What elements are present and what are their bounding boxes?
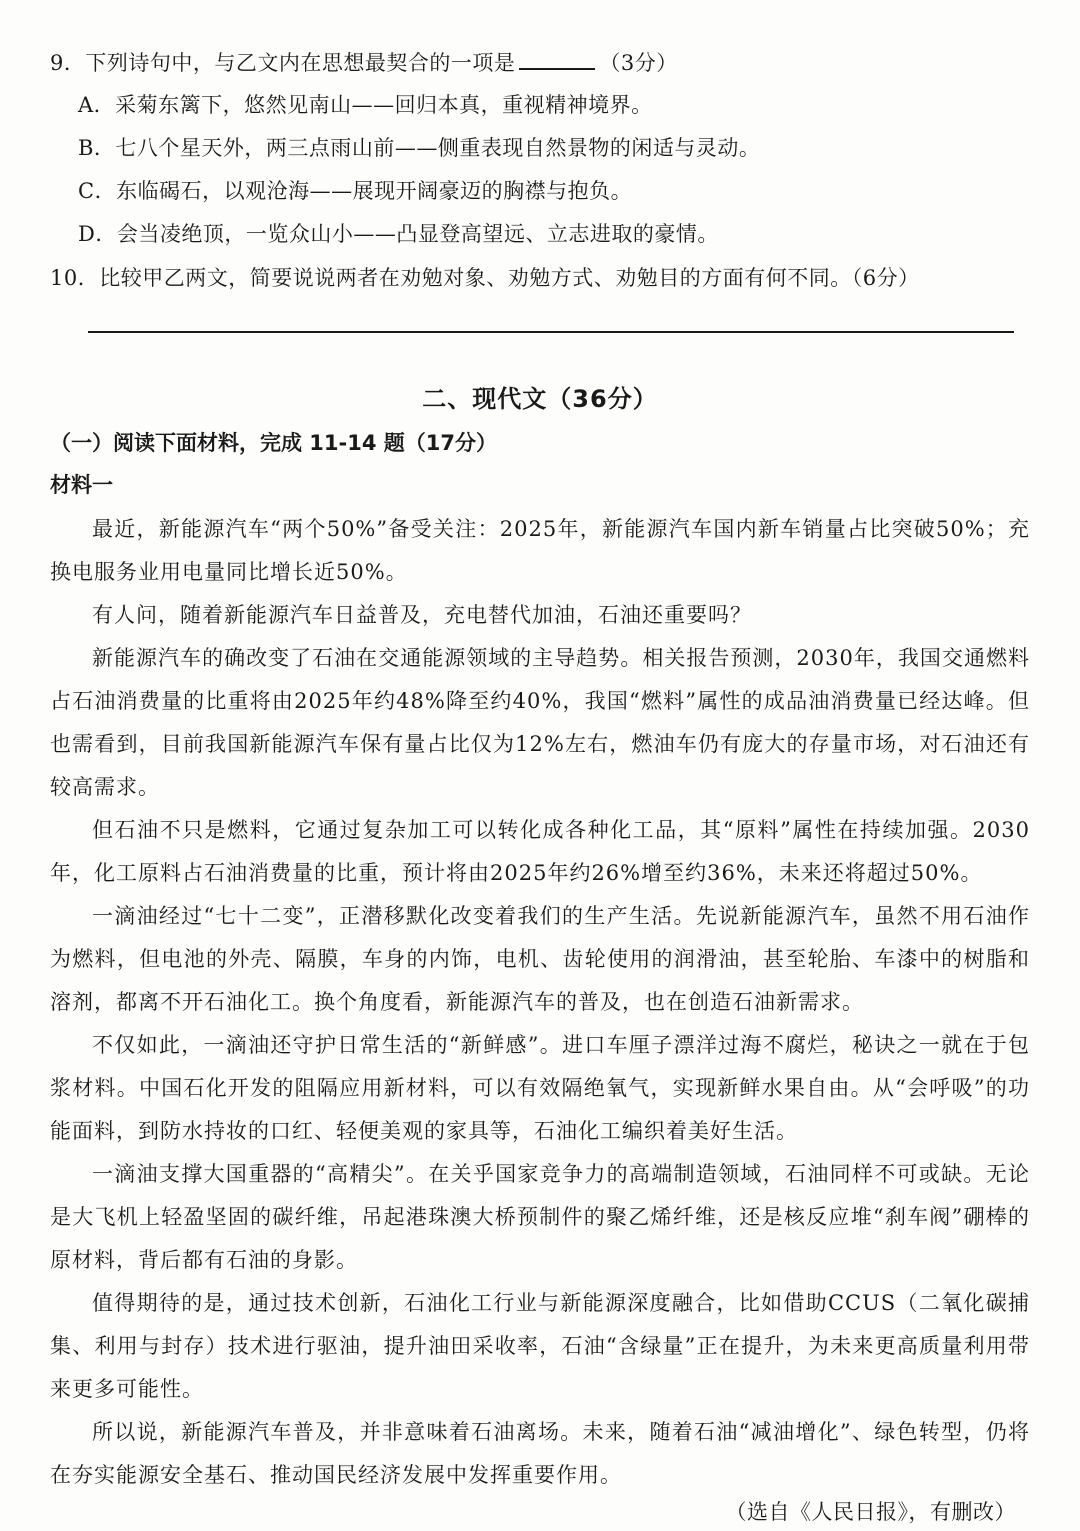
paragraph: 最近，新能源汽车“两个50%”备受关注：2025年，新能源汽车国内新车销量占比突破50%；充换电服务业用电量同比增长近50%。 (50, 517, 1030, 584)
option-c: C．东临碣石，以观沧海——展现开阔豪迈的胸襟与抱负。 (78, 179, 633, 203)
source-citation: （选自《人民日报》，有删改） (725, 1500, 1016, 1524)
section-title: 二、现代文（36分） (422, 385, 658, 413)
option-d: D．会当凌绝顶，一览众山小——凸显登高望远、立志进取的豪情。 (78, 222, 719, 246)
option-a: A．采菊东篱下，悠然见南山——回归本真，重视精神境界。 (78, 93, 653, 117)
paragraph: 但石油不只是燃料，它通过复杂加工可以转化成各种化工品，其“原料”属性在持续加强。2030年，化工原料占石油消费量的比重，预计将由2025年约26%增至约36%，未来还将超过50%。 (50, 818, 1030, 885)
paragraph: 值得期待的是，通过技术创新，石油化工行业与新能源深度融合，比如借助CCUS（二氧化碳捕集、利用与封存）技术进行驱油，提升油田采收率，石油“含绿量”正在提升，为未来更高质量利用带来更多可能性。 (50, 1291, 1030, 1401)
answer-line (88, 331, 1014, 333)
question-9-stem: 9．下列诗句中，与乙文内在思想最契合的一项是 (50, 51, 516, 75)
paragraph: 一滴油支撑大国重器的“高精尖”。在关乎国家竞争力的高端制造领域，石油同样不可或缺。无论是大飞机上轻盈坚固的碳纤维，吊起港珠澳大桥预制件的聚乙烯纤维，还是核反应堆“刹车阀”硼棒的原材料，背后都有石油的身影。 (50, 1162, 1030, 1272)
question-9 (50, 46, 678, 78)
question-9-score: （3分） (599, 51, 678, 75)
paragraph: 不仅如此，一滴油还守护日常生活的“新鲜感”。进口车厘子漂洋过海不腐烂，秘诀之一就在于包浆材料。中国石化开发的阻隔应用新材料，可以有效隔绝氧气，实现新鲜水果自由。从“会呼吸”的功能面料，到防水持妆的口红、轻便美观的家具等，石油化工编织着美好生活。 (50, 1033, 1030, 1143)
option-b: B．七八个星天外，两三点雨山前——侧重表现自然景物的闲适与灵动。 (78, 136, 761, 160)
material-label: 材料一 (50, 473, 113, 497)
section-subtitle: （一）阅读下面材料，完成 11-14 题（17分） (50, 431, 498, 455)
paragraph: 有人问，随着新能源汽车日益普及，充电替代加油，石油还重要吗？ (92, 603, 752, 627)
article-body (50, 508, 1030, 1497)
paragraph: 新能源汽车的确改变了石油在交通能源领域的主导趋势。相关报告预测，2030年，我国交通燃料占石油消费量的比重将由2025年约48%降至约40%，我国“燃料”属性的成品油消费量已经达峰。但也需看到，目前我国新能源汽车保有量占比仅为12%左右，燃油车仍有庞大的存量市场，对石油还有较高需求。 (50, 646, 1030, 799)
paragraph: 一滴油经过“七十二变”，正潜移默化改变着我们的生产生活。先说新能源汽车，虽然不用石油作为燃料，但电池的外壳、隔膜，车身的内饰，电机、齿轮使用的润滑油，甚至轮胎、车漆中的树脂和溶剂，都离不开石油化工。换个角度看，新能源汽车的普及，也在创造石油新需求。 (50, 904, 1030, 1014)
paragraph: 所以说，新能源汽车普及，并非意味着石油离场。未来，随着石油“减油增化”、绿色转型，仍将在夯实能源安全基石、推动国民经济发展中发挥重要作用。 (50, 1420, 1030, 1487)
question-10: 10．比较甲乙两文，简要说说两者在劝勉对象、劝勉方式、劝勉目的方面有何不同。（6分） (50, 266, 920, 290)
answer-blank (519, 46, 595, 70)
